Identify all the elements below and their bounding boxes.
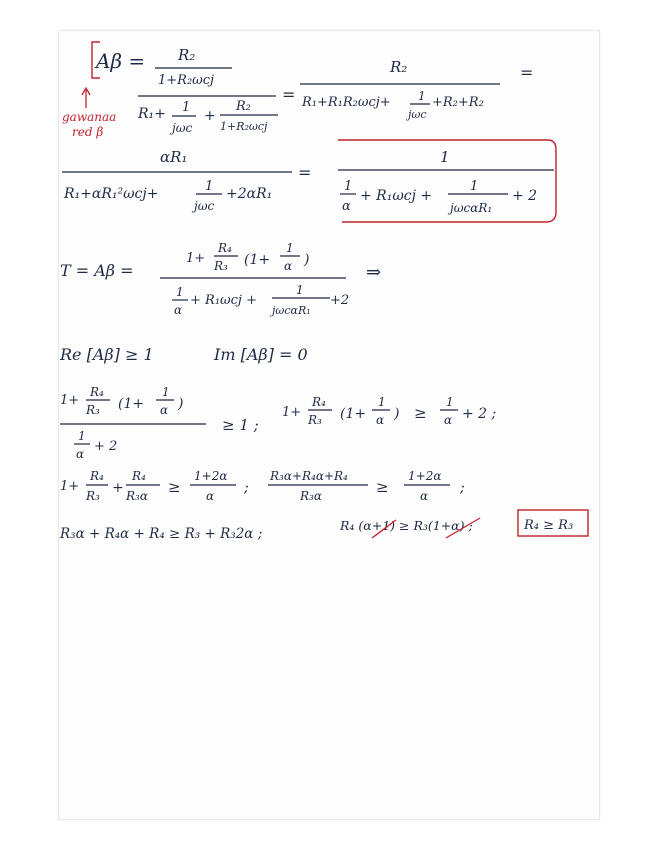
- eq2-den-frac-den: jωc: [194, 199, 215, 213]
- eq2-num: αR₁: [160, 148, 188, 166]
- eq2-den-frac-num: 1: [205, 179, 214, 194]
- eq2-eq-sign: =: [298, 163, 312, 182]
- eq1-f1-frac-num: 1: [182, 100, 191, 115]
- eq5-num-paren-open: (1+: [118, 396, 145, 412]
- eq3-num-inner-num: 1: [286, 241, 294, 255]
- eq1-f1-den-pre: R₁+: [138, 106, 166, 122]
- eq2-boxed-frac-den: jωcαR₁: [450, 201, 493, 215]
- eq6-rel: ≥: [168, 478, 181, 496]
- eq3-num-paren-open: (1+: [244, 252, 271, 268]
- eq5-num-a: 1+: [60, 393, 80, 408]
- eq2-boxed-end: + 2: [512, 188, 538, 204]
- eq1-f2-num: R₂: [390, 58, 408, 76]
- eq6-plus: +: [112, 480, 124, 496]
- eq3-num-paren-close: ): [304, 252, 310, 268]
- eq5-num-inner-num: 1: [162, 385, 170, 399]
- note-line-2: red β: [72, 125, 104, 139]
- eq5-rhs-paren-frac-den: α: [376, 413, 385, 427]
- eq6-f5-den: α: [420, 489, 429, 503]
- eq6-f4-num: R₃α+R₄α+R₄: [270, 469, 348, 483]
- eq3-den-frac2-den: jωcαR₁: [272, 304, 311, 317]
- eq7-result: R₄ ≥ R₃: [524, 518, 574, 533]
- eq1-f2-frac-num: 1: [418, 89, 426, 103]
- eq6-f1-num: R₄: [90, 469, 104, 483]
- eq3-num-frac-den: R₃: [214, 259, 228, 273]
- eq6-f5-num: 1+2α: [408, 469, 442, 483]
- eq5-rhs-paren-frac-num: 1: [378, 395, 386, 409]
- eq6-f3-num: 1+2α: [194, 469, 228, 483]
- eq3-den-frac2-num: 1: [296, 283, 304, 297]
- eq1-lhs: Aβ =: [96, 49, 146, 73]
- eq6-f1-den: R₃: [86, 489, 100, 503]
- eq4-imag-part: Im [Aβ] = 0: [214, 345, 308, 364]
- eq5-rhs-paren-close: ): [394, 406, 400, 422]
- eq7-part-b: R₄ (α+1) ≥ R₃(1+α) ;: [340, 518, 473, 533]
- eq1-f2-den-b: +R₂+R₂: [432, 95, 484, 110]
- eq3-den-frac1-num: 1: [176, 285, 184, 299]
- eq5-rhs-rel: ≥: [414, 404, 427, 422]
- eq5-rhs-frac2-num: 1: [446, 395, 454, 409]
- arrow-implies-icon: ⇒: [366, 262, 382, 283]
- eq6-a: 1+: [60, 479, 80, 494]
- eq6-f2-num: R₄: [132, 469, 146, 483]
- eq5-den-frac-num: 1: [78, 429, 86, 443]
- eq3-num-inner-den: α: [284, 259, 293, 273]
- eq2-boxed-num: 1: [440, 148, 450, 166]
- eq3-lhs: T = Aβ =: [60, 261, 134, 280]
- eq1-f2-den-a: R₁+R₁R₂ωcj+: [302, 95, 391, 110]
- eq5-num-frac-den: R₃: [86, 403, 100, 417]
- eq6-rel2: ≥: [376, 478, 389, 496]
- eq5-rhs-frac-num: R₄: [312, 395, 326, 409]
- eq1-f1-inner-den: 1+R₂ωcj: [158, 73, 215, 88]
- eq5-num-paren-close: ): [178, 396, 184, 412]
- eq5-rhs-paren: (1+: [340, 406, 367, 422]
- eq2-boxed-a-num: 1: [344, 179, 353, 194]
- eq5-rel: ≥ 1 ;: [222, 416, 259, 434]
- eq1-f1-frac2-num: R₂: [236, 99, 251, 114]
- eq6-f3-den: α: [206, 489, 215, 503]
- eq6-f2-den: R₃α: [126, 489, 148, 503]
- eq1-f1-frac2-den: 1+R₂ωcj: [220, 120, 268, 133]
- eq1-eq-sign: =: [282, 85, 296, 104]
- eq2-boxed-mid: + R₁ωcj +: [360, 188, 433, 204]
- eq3-num-a: 1+: [186, 251, 206, 266]
- eq5-den-end: + 2: [94, 439, 118, 454]
- eq7-part-a: R₃α + R₄α + R₄ ≥ R₃ + R₃2α ;: [60, 526, 263, 542]
- eq2-boxed-a-den: α: [342, 199, 351, 214]
- eq1-f1-den-plus: +: [204, 108, 216, 124]
- eq1-trailing: =: [520, 63, 534, 82]
- eq3-num-frac-num: R₄: [218, 241, 232, 255]
- eq1-f1-inner-num: R₂: [178, 46, 196, 64]
- eq2-den-a: R₁+αR₁²ωcj+: [64, 186, 159, 202]
- eq1-f2-frac-den: jωc: [408, 108, 427, 121]
- eq5-rhs-frac-den: R₃: [308, 413, 322, 427]
- eq3-den-end: +2: [330, 293, 350, 308]
- eq5-num-frac-num: R₄: [90, 385, 104, 399]
- eq5-den-frac-den: α: [76, 447, 85, 461]
- note-line-1: gawanaa: [62, 110, 117, 124]
- eq5-rhs-a: 1+: [282, 405, 302, 420]
- arrow-up-icon: [82, 88, 90, 108]
- eq5-rhs-frac2-den: α: [444, 413, 453, 427]
- eq4-real-part: Re [Aβ] ≥ 1: [60, 345, 154, 364]
- eq3-den-mid: + R₁ωcj +: [190, 293, 257, 308]
- eq6-semi2: ;: [460, 480, 465, 496]
- eq2-boxed-frac-num: 1: [470, 179, 479, 194]
- eq2-den-b: +2αR₁: [226, 186, 273, 202]
- eq1-f1-frac-den: jωc: [172, 121, 193, 135]
- eq5-num-inner-den: α: [160, 403, 169, 417]
- eq6-f4-den: R₃α: [300, 489, 322, 503]
- eq5-rhs-end: + 2 ;: [462, 406, 497, 422]
- eq3-den-frac1-den: α: [174, 303, 183, 317]
- eq6-semi: ;: [244, 480, 249, 496]
